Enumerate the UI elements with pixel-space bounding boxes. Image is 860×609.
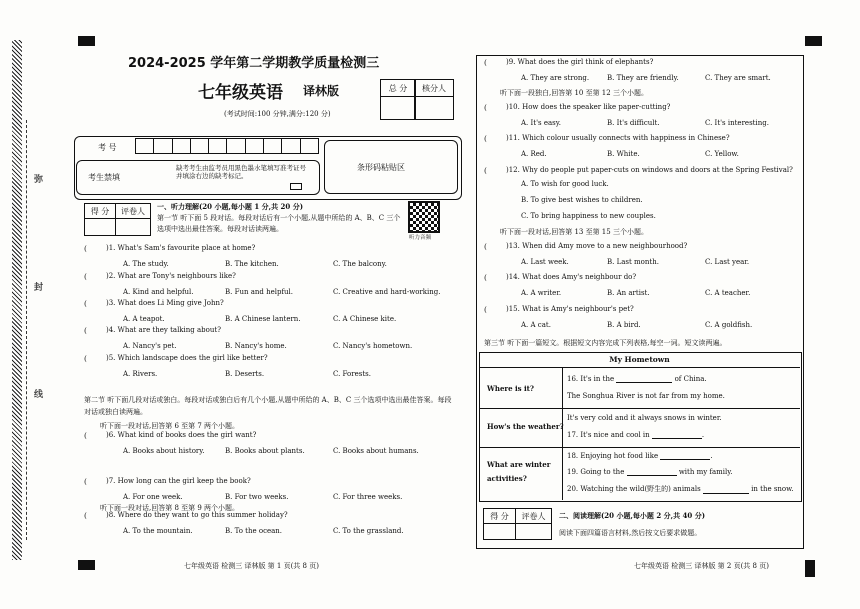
total-score-header: 总 分 [380,79,416,97]
edition-label: 译林版 [303,84,340,98]
question-text: )6. What kind of books does the girl want? [106,431,257,439]
row1-line1-end: of China. [674,375,707,383]
reading-title: 二、阅读理解(20 小题,每小题 2 分,共 40 分) [559,511,706,520]
option-b[interactable]: B. A Chinese lantern. [225,315,301,323]
listening-s1-intro: 第一节 听下面 5 段对话。每段对话后有一个小题,从题中所给的 A、B、C 三个选项中选出最佳答案。每段对话读两遍。 [157,214,401,233]
questions_left-q5-paren[interactable]: ( [84,431,87,440]
row1-head: Where is it? [487,384,535,393]
questions_right-q0-paren[interactable]: ( [484,58,487,67]
row2-line1: It's very cold and it always snows in winter. [567,414,722,422]
row2-head: How's the weather? [487,422,564,431]
row2-line2-start: 17. It's nice and cool in [567,431,650,439]
exam-title: 2024-2025 学年第二学期教学质量检测三 [128,56,380,71]
option-c[interactable]: C. A teacher. [705,289,751,297]
blank-16[interactable] [616,382,672,383]
option-a[interactable]: A. To the mountain. [123,527,193,535]
option-b[interactable]: B. They are friendly. [607,74,679,82]
option-c[interactable]: C. They are smart. [705,74,771,82]
blank-20[interactable] [703,493,749,494]
option-a[interactable]: A. Kind and helpful. [123,288,194,296]
row2-line2: 17. It's nice and cool in . [567,431,705,439]
option-a[interactable]: A. It's easy. [521,119,561,127]
grader-score-label: 得 分 [84,203,116,219]
option-a[interactable]: A. A writer. [521,289,562,297]
option-c[interactable]: C. Yellow. [705,150,739,158]
option-b[interactable]: B. Deserts. [225,370,265,378]
exam-info: (考试时间:100 分钟,满分:120 分) [224,110,331,118]
row3-line3-end: in the snow. [751,485,794,493]
exam-number-label: 考 号 [98,143,117,152]
row1-line1-start: 16. It's in the [567,375,615,383]
listening-title: 一、听力理解(20 小题,每小题 1 分,共 20 分) [157,202,304,211]
q12-paren[interactable]: ( [484,166,487,175]
questions_right-q2-paren[interactable]: ( [484,134,487,143]
question-text: )5. Which landscape does the girl like better? [106,354,268,362]
registration-mark-bottom-right [805,560,815,577]
absent-note: 缺考考生由监考员用黑色墨水笔填写准考证号并填涂右边的缺考标记。 [176,164,306,180]
forbidden-label: 考生禁填 [88,173,120,182]
option-c[interactable]: C. For three weeks. [333,493,403,501]
row3-head: What are winter activities? [487,460,551,483]
binding-label-mi: 弥 [34,175,44,185]
option-c[interactable]: C. Creative and hard-working. [333,288,441,296]
option-b[interactable]: B. The kitchen. [225,260,279,268]
option-b[interactable]: B. Nancy's home. [225,342,287,350]
q12-option-b[interactable]: B. To give best wishes to children. [521,196,643,204]
registration-mark-top-left [78,36,95,46]
option-c[interactable]: C. Books about humans. [333,447,419,455]
checker-header: 核分人 [414,79,454,97]
q12-option-c[interactable]: C. To bring happiness to new couples. [521,212,656,220]
questions_left-q2-paren[interactable]: ( [84,299,87,308]
binding-hatch [12,40,22,560]
row3-line1-start: 18. Enjoying hot food like [567,452,659,460]
questions_left-q0-paren[interactable]: ( [84,244,87,253]
option-c[interactable]: C. The balcony. [333,260,387,268]
option-b[interactable]: B. For two weeks. [225,493,289,501]
option-a[interactable]: A. For one week. [123,493,183,501]
question-text: )13. When did Amy move to a new neighbourhood? [506,242,688,250]
question-text: )3. What does Li Ming give John? [106,299,224,307]
blank-18[interactable] [660,459,710,460]
question-text: )10. How does the speaker like paper-cutting? [506,103,671,111]
question-text: )15. What is Amy's neighbour's pet? [506,305,634,313]
hint-10-12: 听下面一段独白,回答第 10 至第 12 三个小题。 [500,89,648,97]
binding-label-feng: 封 [34,283,44,293]
grader-name-label: 评卷人 [115,203,151,219]
option-c[interactable]: C. Last year. [705,258,750,266]
grader-score-cell[interactable] [84,218,116,236]
qr-code[interactable] [408,201,440,233]
total-score-cell[interactable] [380,96,416,120]
question-text: )11. Which colour usually connects with happiness in Chinese? [506,134,730,142]
option-a[interactable]: A. A cat. [521,321,551,329]
option-a[interactable]: A. Last week. [521,258,569,266]
option-b[interactable]: B. Books about plants. [225,447,305,455]
hint-13-15: 听下面一段对话,回答第 13 至第 15 三个小题。 [500,228,648,236]
option-c[interactable]: C. A Chinese kite. [333,315,397,323]
questions_left-q4-paren[interactable]: ( [84,354,87,363]
listening-s2-intro: 第二节 听下面几段对话或独白。每段对话或独白后有几个小题,从题中所给的 A、B、C 三个选项中选出最佳答案。每段对话或独白读两遍。 [84,396,452,416]
questions_right-q3-paren[interactable]: ( [484,242,487,251]
table-title: My Hometown [609,355,670,364]
option-a[interactable]: A. Red. [521,150,547,158]
option-c[interactable]: C. To the grassland. [333,527,404,535]
registration-mark-bottom-left [78,560,95,570]
option-b[interactable]: B. Last month. [607,258,659,266]
option-c[interactable]: C. A goldfish. [705,321,753,329]
option-c[interactable]: C. Nancy's hometown. [333,342,413,350]
reading-grader-name-cell[interactable] [515,523,552,540]
reading-grader-score-label: 得 分 [483,508,516,524]
option-a[interactable]: A. The study. [123,260,169,268]
row1-line2: The Songhua River is not far from my home. [567,392,725,400]
registration-mark-top-right [805,36,822,46]
grader-name-cell[interactable] [115,218,151,236]
reading-grader-name-label: 评卷人 [515,508,552,524]
table-row2-rule [479,447,800,448]
footer-left: 七年级英语 检测三 译林版 第 1 页(共 8 页) [184,562,319,570]
option-a[interactable]: A. Books about history. [123,447,205,455]
option-b[interactable]: B. An artist. [607,289,650,297]
row3-line2-end: with my family. [678,468,733,476]
barcode-label: 条形码粘贴区 [357,163,405,172]
q12-text: )12. Why do people put paper-cuts on windows and doors at the Spring Festival? [506,166,793,174]
questions_left-q7-paren[interactable]: ( [84,511,87,520]
option-b[interactable]: B. To the ocean. [225,527,283,535]
table-title-rule [479,367,800,368]
option-b[interactable]: B. It's difficult. [607,119,660,127]
q12-option-a[interactable]: A. To wish for good luck. [521,180,609,188]
question-text: )8. Where do they want to go this summer holiday? [106,511,288,519]
hint-8-9: 听下面一段对话,回答第 8 至第 9 两个小题。 [100,504,240,512]
listening-s3-intro: 第三节 听下面一篇短文。根据短文内容完成下列表格,每空一词。短文读两遍。 [484,339,727,347]
binding-dash-line [26,120,27,540]
question-text: )1. What's Sam's favourite place at home? [106,244,256,252]
questions_right-q4-paren[interactable]: ( [484,273,487,282]
option-a[interactable]: A. They are strong. [521,74,590,82]
question-text: )9. What does the girl think of elephants? [506,58,654,66]
blank-19[interactable] [627,475,677,476]
question-text: )7. How long can the girl keep the book? [106,477,251,485]
option-c[interactable]: C. It's interesting. [705,119,769,127]
subject-title: 七年级英语 [198,83,283,103]
reading-grader-score-cell[interactable] [483,523,516,540]
row3-line3-start: 20. Watching the wild(野生的) animals [567,485,701,493]
option-b[interactable]: B. A bird. [607,321,641,329]
table-row1-rule [479,408,800,409]
question-text: )2. What are Tony's neighbours like? [106,272,236,280]
questions_left-q1-paren[interactable]: ( [84,272,87,281]
row3-line1: 18. Enjoying hot food like . [567,452,713,460]
exam-number-boxes[interactable] [135,138,319,154]
hint-6-7: 听下面一段对话,回答第 6 至第 7 两个小题。 [100,422,240,430]
footer-right: 七年级英语 检测三 译林版 第 2 页(共 8 页) [634,562,769,570]
questions_right-q5-paren[interactable]: ( [484,305,487,314]
option-b[interactable]: B. White. [607,150,640,158]
questions_left-q3-paren[interactable]: ( [84,326,87,335]
row3-line2-start: 19. Going to the [567,468,625,476]
row3-line3 [567,484,794,494]
reading-intro: 阅读下面四篇语言材料,然后按文后要求做题。 [559,529,702,537]
option-a[interactable]: A. Rivers. [123,370,158,378]
option-b[interactable]: B. Fun and helpful. [225,288,294,296]
table-col-rule [562,367,563,500]
question-text: )14. What does Amy's neighbour do? [506,273,637,281]
binding-label-xian: 线 [34,390,44,400]
questions_left-q6-paren[interactable]: ( [84,477,87,486]
option-a[interactable]: A. Nancy's pet. [123,342,177,350]
option-a[interactable]: A. A teapot. [123,315,165,323]
blank-17[interactable] [652,438,702,439]
absent-mark-box[interactable] [290,183,302,190]
row1-line1 [567,375,707,383]
questions_right-q1-paren[interactable]: ( [484,103,487,112]
option-c[interactable]: C. Forests. [333,370,371,378]
question-text: )4. What are they talking about? [106,326,221,334]
checker-cell[interactable] [414,96,454,120]
row3-line2 [567,468,733,476]
qr-caption: 听力音频 [409,235,432,241]
